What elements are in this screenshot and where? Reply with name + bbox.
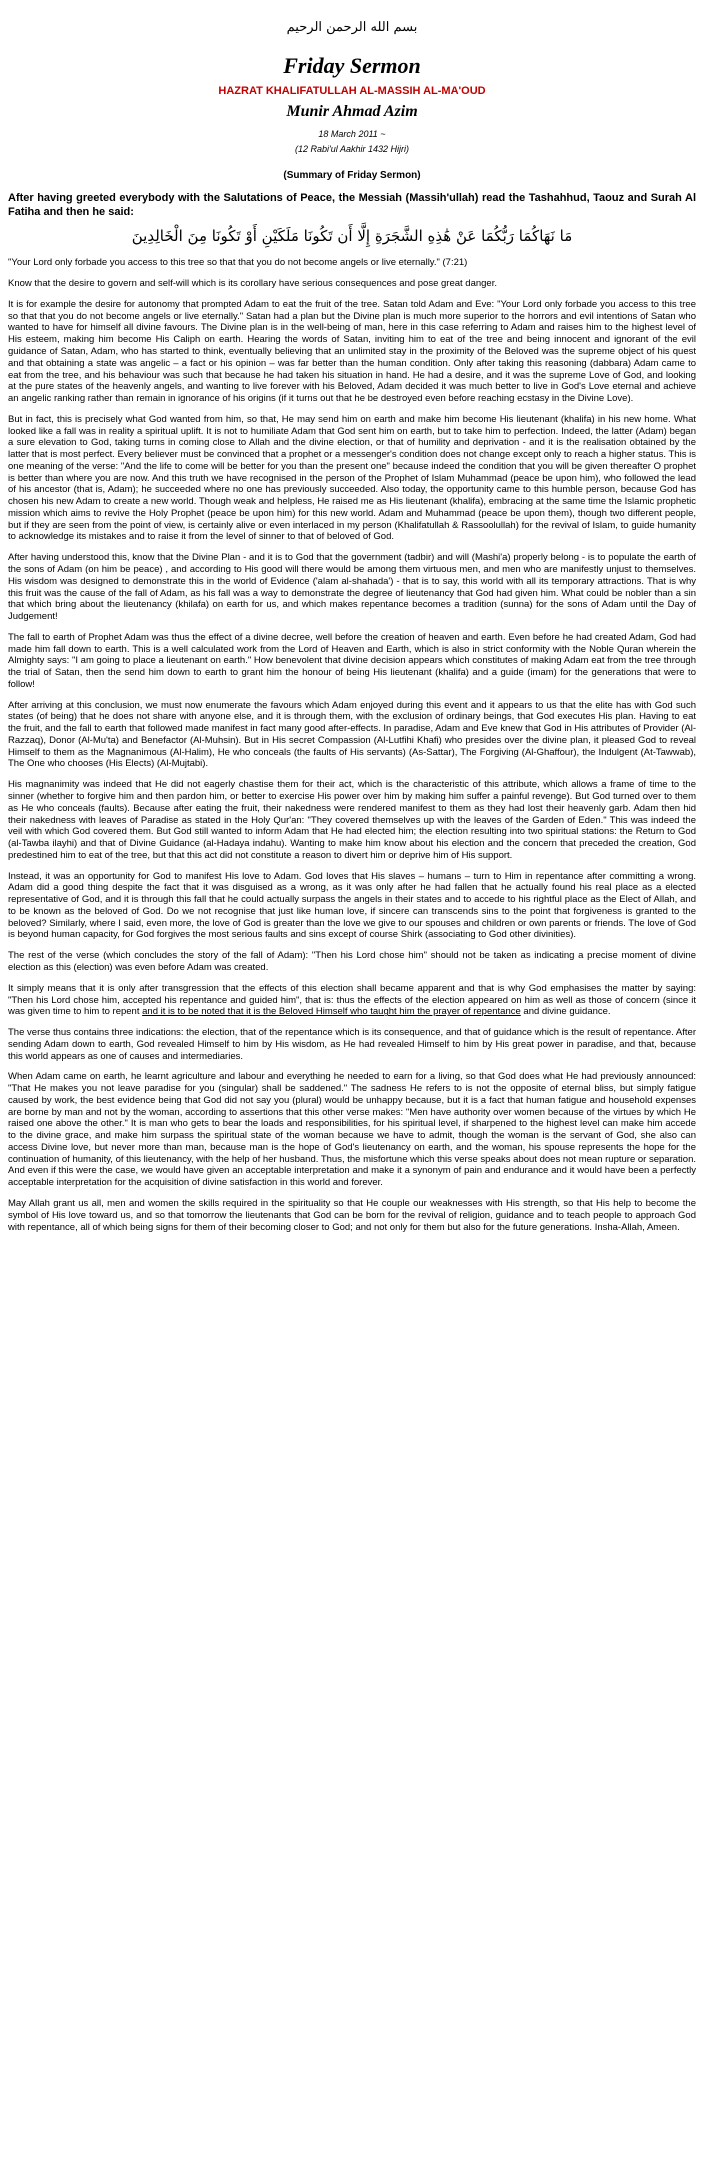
gregorian-date: 18 March 2011 ~ (318, 129, 386, 139)
paragraph: The rest of the verse (which concludes the story of the fall of Adam): "Then his Lord chose him" should not be taken as indicating a precise moment of divine election as this (election) was even before Adam was created. (8, 950, 696, 973)
paragraph: It is for example the desire for autonomy that prompted Adam to eat the fruit of the tree. Satan told Adam and Eve: "Your Lord only forbade you access to this tree so that that you do not become angels or live eternally." Satan had a plan but the Divine plan is much more superior to the horrors and evil intentions of Satan who wanted to have for himself all divine favours. The Divine plan is in the well-being of man, here in this case referring to Adam and raises him to the highest level of His esteem, making him become His Caliph on earth. Hearing the words of Satan, inviting him to eat of the tree and being innocent and ignorant of the evil guidance of Satan, Adam, who has started to think, eventually believing that an unlimited stay in the proximity of the Beloved was the supreme object of his quest and that obtaining a state was angelic – a fact or his opinion – was far better than the human condition. Only after taking this reasoning (dabbara) Adam came to eat from the tree, and his behaviour was such that because he had taken his situation in hand. He had a desire, and it was the supreme Love of God, and looking at the pure states of the heavenly angels, and wanting to live forever with his Beloved, Adam decided it was much better to live in God's Love eternal and achieve an angelic ranking rather than remain in ignorance of his origins (if it turns out that he be destroyed even before reaching ecstasy in the Divine Love). (8, 298, 696, 405)
author-name: Munir Ahmad Azim (286, 103, 418, 120)
bismillah-heading: بسم الله الرحمن الرحيم (286, 20, 418, 35)
paragraph: When Adam came on earth, he learnt agriculture and labour and everything he needed to earn for a living, so that God does what He had previously announced: "That He makes you not leave paradise for you (singular) shall be saddened." The sadness He refers to is not the opposite of eternal bliss, but simply fatigue caused by work, the best evidence being that God did not say you (plural) would be unhappy because, but it is a fact that human fatigue and household expenses are borne by man and not by the woman, according to assertions that this other verse makes: "Men have authority over women because of the virtues by which He raised one above the other." It is man who gets to bear the loads and responsibilities, for his spiritual level, if sharpened to the highest level can make him accede to the divine grace, and make him surpass the spiritual state of the woman because we have to admit, though the woman is the servant of God, she also can access Divine love, but never more than man, because man is the hope of God's lieutenancy on earth, and the woman, his spouse represents the hope for the continuation of humanity, of this lieutenancy, with the help of her husband. Thus, the misfortune which this verse speaks about does not mean rupture or separation. And even if this were the case, we would have given an acceptable interpretation and make it a synonym of pain and endurance and it would have been a perfectly acceptable interpretation for the acquisition of divine satisfaction in this world and forever. (8, 1071, 696, 1189)
verse-translation-text: "Your Lord only forbade you access to this tree so that that you do not become angels or live eternally." (8, 257, 440, 269)
paragraph: The fall to earth of Prophet Adam was thus the effect of a divine decree, well before the creation of heaven and earth. Even before he had created Adam, God had made him fall down to earth. This is a well calculated work from the Lord of Heaven and Earth, which is also in strict conformity with the Noble Quran wherein the Almighty says: "I am going to place a lieutenant on earth." How benevolent that divine decision appears which constitutes of making Adam eat from the tree through the trial of Satan, then the send him down to earth to grant him the honour of being His lieutenant (khalifa) and a guide (imam) for the generations that were to follow! (8, 631, 696, 690)
verse-translation (8, 257, 696, 268)
paragraph: The verse thus contains three indications: the election, that of the repentance which is its consequence, and that of guidance which is the result of repentance. After sending Adam down to earth, God revealed Himself to him by His wisdom, as He had revealed Himself to him by His great power in paradise, and that, because this world appears as one of causes and intermediaries. (8, 1027, 696, 1062)
paragraph: His magnanimity was indeed that He did not eagerly chastise them for their act, which is the characteristic of this attribute, which allows a frame of time to the sinner (whether to forgive him and then pardon him, or better to exercise His power over him by making him suffer a painful revenge). But God turned over to them as He who conceals (faults). Because after eating the fruit, their nakedness were rendered manifest to them as they had lost their heavenly garb. Adam then hid their nakedness with leaves of Paradise as stated in the Holy Qur'an: "They covered themselves up with the leaves of the Garden of Eden." This was indeed the veil with which God covered them. But God still wanted to inform Adam that He had elected him; the election resulting into two spiritual stations: the Return to God (al-Tawba ilayhi) and that of Divine Guidance (al-Hadaya indahu). Wanting to make him know about his election and the concern that preceded the creation, God predestined him to eat of the tree, but that this act did not constitute a reason to divert him or deprive him of His support. (8, 779, 696, 861)
paragraph-election (8, 983, 696, 1018)
paragraph: After arriving at this conclusion, we must now enumerate the favours which Adam enjoyed during this event and it appears to us that the elite has with God such states (of being) that he does not share with anyone else, and it is through them, with the exclusion of ordinary beings, that God executes His plan. Having to eat the fruit, and the fall to earth that followed made manifest in fact many good after-effects. In paradise, Adam and Eve knew that God in His attributes of Provider (Al-Razzaq), Donor (Al-Mu'ta) and Benefactor (Al-Muhsin). But in His secret Compassion (Al-Lutfihi Khafi) who presides over the divine plan, it pleased God to reveal Himself to them as the Magnanimous (Al-Halim), He who conceals (the faults of His servants) (As-Sattar), The Forgiving (Al-Ghaffour), the Indulgent (At-Tawwab), The One who chooses (His Elects) (Al-Mujtabi). (8, 699, 696, 770)
paragraph: Instead, it was an opportunity for God to manifest His love to Adam. God loves that His slaves – humans – turn to Him in repentance after committing a wrong. Adam did a good thing despite the fact that it was disguised as a wrong, as it was only after he had fallen that he actually found his real place as a elected representative of God, and it is through this fall that he could actually surpass the angels in their states and to accede to his rightful place as the Elect of Allah, and to be known as the beloved of God. Do we not recognise that just like human love, if sincere can transcends sins to the point that forgiveness is granted to the beloved? Similarly, where I said, even more, the love of God is greater than the love we give to our spouses and children or own parents or friends. The love of God is beyond human capacity, for God forgives the most serious faults and sins except of course Shirk (associating to God other divinities). (8, 870, 696, 941)
closing-prayer: May Allah grant us all, men and women the skills required in the spirituality so that He couple our weaknesses with His strength, so that His help to become the symbol of His love toward us, and so that tomorrow the lieutenants that God can be born for the revival of religion, guidance and to teach people to approach God with repentance, all of which being signs for them of their becoming closer to God; and not only for them but also for the future generations. Insha-Allah, Ameen. (8, 1197, 696, 1233)
underlined-text: and it is to be noted that it is the Beloved Himself who taught him the prayer of repentance (142, 1006, 521, 1018)
election-text: It simply means that it is only after transgression that the effects of this election shall became apparent and that is why God emphasises the matter by saying: "Then his Lord chose him, accepted his repentance and guided him", that is: thus the effects of the election appeared on him as well as those of concern (since it was given time to him to repent (8, 982, 696, 1018)
intro-paragraph: After having greeted everybody with the Salutations of Peace, the Messiah (Massih'ullah) read the Tashahhud, Taouz and Surah Al Fatiha and then he said: (8, 192, 696, 219)
paragraph: But in fact, this is precisely what God wanted from him, so that, He may send him on earth and make him become His lieutenant (khalifa) in his new home. What looked like a fall was in reality a spiritual uplift. It is not to humiliate Adam that God sent him on earth, but to take him to perfection. Indeed, the latter (Adam) began a sure elevation to God, taking turns in coming close to Allah and the divine election, or that of humility and deprivation - and it is the realisation obtained by the latter that is most perfect. Every believer must be convinced that a prophet or a messenger's condition does not change except only to reach a higher status. This is one meaning of the verse: "And the life to come will be better for you than the present one" because indeed the condition that you will be given thereafter O prophet is better than where you are now. And this truth we have recognised in the person of the Prophet of Islam Muhammad (peace be upon him), who followed the lead of his ancestor (that is, Adam); he succeeded where no one has previously succeeded. Also today, the opportunity came to this humble person, because God has chosen his new Adam to create a new world. Though weak and helpless, He raised me as His lieutenant (khalifa), embracing at the same time the Islamic prophetic mission which aims to revive the Holy Prophet (peace be upon him) for this new world. Adam and Muhammad (peace be upon them), though two different people, but if they are seen from the point of view, is certainly alive or even interlaced in my person (Khalifatullah & Rassoolullah) for the revival of Islam, to guide humanity to acknowledge its mistakes and to raise it from the level of sinner to that of beloved of God. (8, 413, 696, 543)
election-tail: and divine guidance. (520, 1006, 611, 1018)
arabic-verse: مَا نَهَاكُمَا رَبُّكُمَا عَنْ هَٰذِهِ الشَّجَرَةِ إِلَّا أَن تَكُونَا مَلَكَيْنِ أَوْ تَكُونَا مِنَ الْخَالِدِينَ (131, 227, 573, 246)
summary-label: (Summary of Friday Sermon) (283, 170, 421, 181)
hijri-date: (12 Rabi'ul Aakhir 1432 Hijri) (295, 144, 409, 154)
page-title: Friday Sermon (283, 53, 421, 78)
speaker-title: HAZRAT KHALIFATULLAH AL-MASSIH AL-MA'OUD (218, 85, 486, 97)
paragraph: Know that the desire to govern and self-will which is its corollary have serious consequences and pose great danger. (8, 278, 497, 290)
verse-reference: (7:21) (442, 257, 468, 269)
paragraph: After having understood this, know that the Divine Plan - and it is to God that the government (tadbir) and will (Mashi'a) properly belong - is to populate the earth of the sons of Adam (on him be peace) , and according to His good will there would be among them virtuous men, and men who are manifestly unjust to themselves. His wisdom was designed to demonstrate this in the world of Evidence ('alam al-shahada') - that is to say, this world with all its temporary attractions. That is why this fruit was the cause of the fall of Adam, as his fall was a way to demonstrate the degree of lieutenancy that God had given him. What could be nobler than a sin that which bring about the lieutenancy (khilafa) on earth for us, and which makes repentance becomes a tradition (sunna) for the sons of Adam until the Day of Judgement! (8, 552, 696, 623)
